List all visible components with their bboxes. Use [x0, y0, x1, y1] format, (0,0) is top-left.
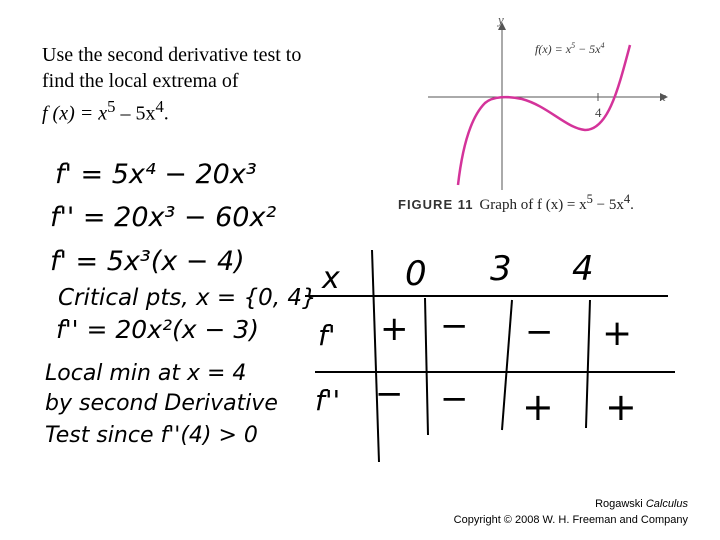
- caption-period: .: [630, 197, 634, 213]
- hand-f-double-prime: f'' = 20x³ − 60x²: [50, 202, 277, 233]
- function-period: .: [163, 102, 169, 125]
- y-axis-label: y: [498, 12, 504, 27]
- figure-number: FIGURE 11: [398, 197, 474, 212]
- sign-chart-v-line-1: [372, 250, 379, 462]
- sign-chart-f-prime-sign-1: +: [380, 309, 409, 349]
- sign-chart-v-line-4: [586, 300, 590, 428]
- sign-chart-f-prime-sign-2: −: [440, 306, 469, 346]
- caption-exp5: 5: [586, 192, 593, 206]
- hand-f-prime: f' = 5x⁴ − 20x³: [55, 159, 257, 190]
- credit-line-1: [454, 496, 688, 512]
- sign-chart-v-line-2: [425, 298, 428, 435]
- sign-chart: [305, 250, 675, 462]
- caption-mid: − 5x: [592, 197, 624, 213]
- curve-label-exp4: 4: [600, 41, 605, 50]
- sign-chart-value-0: 0: [405, 254, 427, 294]
- hand-conclusion-3: Test since f''(4) > 0: [45, 423, 258, 448]
- curve-label: [535, 41, 605, 56]
- hand-conclusion-2: by second Derivative: [45, 391, 278, 416]
- sign-chart-f-prime-sign-4: +: [602, 313, 633, 354]
- sign-chart-v-line-3: [502, 300, 512, 430]
- problem-function: [42, 94, 382, 127]
- problem-line-1: Use the second derivative test to: [42, 44, 302, 66]
- credit-book: Calculus: [645, 498, 688, 510]
- tick-label-4: 4: [595, 105, 602, 120]
- problem-statement: [42, 42, 382, 127]
- caption-text: [479, 192, 634, 213]
- hand-critical-points: Critical pts, x = {0, 4}: [58, 285, 317, 311]
- function-exponent-5: 5: [107, 97, 116, 116]
- function-exponent-4: 4: [155, 97, 164, 116]
- caption-exp4: 4: [623, 192, 631, 206]
- sign-chart-x-label: x: [322, 261, 340, 296]
- function-minus-term: – 5x: [115, 102, 156, 125]
- problem-line-2: find the local extrema of: [42, 70, 239, 92]
- sign-chart-f-prime-sign-3: −: [525, 312, 554, 352]
- hand-conclusion-1: Local min at x = 4: [45, 361, 247, 386]
- x-axis-label: x: [660, 89, 666, 104]
- caption-prefix: Graph of f (x) = x: [479, 197, 587, 213]
- function-lhs: f (x) = x: [42, 102, 108, 125]
- sign-chart-f-double-sign-3: +: [522, 385, 554, 429]
- figure-caption: [398, 192, 634, 214]
- sign-chart-value-3: 3: [490, 249, 512, 289]
- sign-chart-f-double-sign-1: −: [375, 374, 404, 414]
- copyright-credit: [454, 496, 688, 528]
- sign-chart-value-4: 4: [572, 249, 594, 289]
- sign-chart-f-prime-label: f': [318, 319, 336, 352]
- curve-label-f: f(x) = x: [535, 42, 572, 56]
- curve-label-mid: − 5x: [575, 42, 601, 56]
- curve: [458, 45, 630, 185]
- sign-chart-f-double-sign-2: −: [440, 379, 469, 419]
- credit-author: Rogawski: [595, 498, 646, 510]
- curve-label-exp5: 5: [571, 41, 576, 50]
- sign-chart-f-double-label: f'': [315, 384, 341, 417]
- hand-f-double-factored: f'' = 20x²(x − 3): [56, 315, 260, 344]
- hand-f-prime-factored: f' = 5x³(x − 4): [50, 246, 245, 277]
- sign-chart-f-double-sign-4: +: [605, 385, 637, 429]
- credit-copyright: Copyright © 2008 W. H. Freeman and Company: [453, 514, 688, 526]
